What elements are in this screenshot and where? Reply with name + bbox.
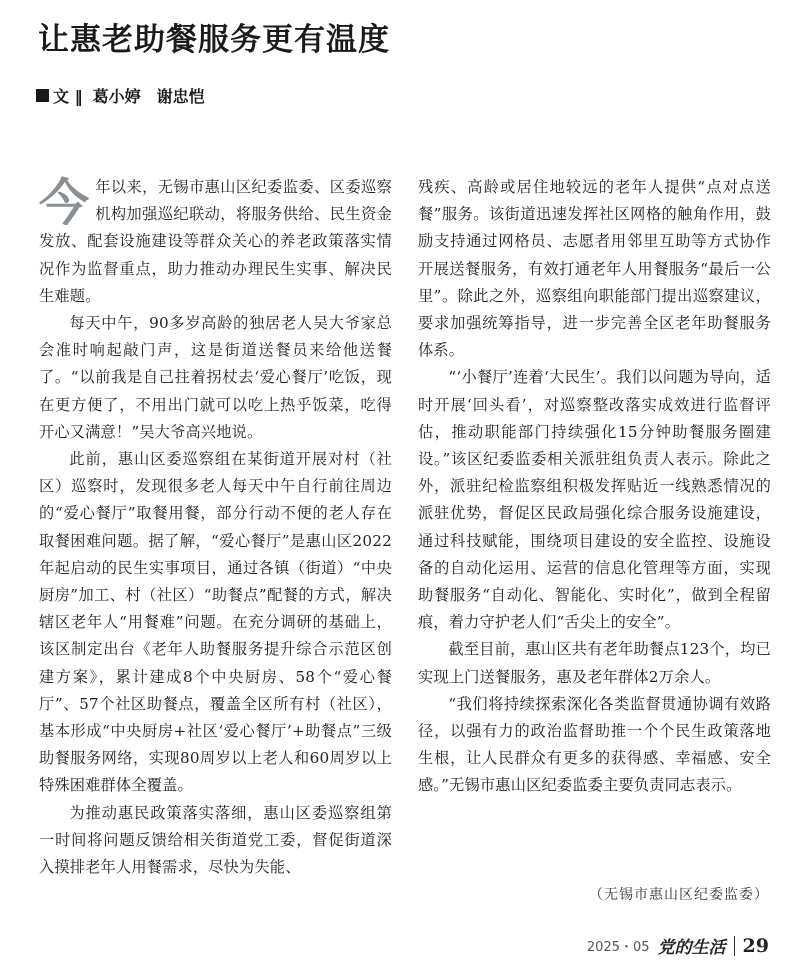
byline [36, 84, 205, 107]
article-source: （无锡市惠山区纪委监委） [589, 887, 769, 903]
paragraph-3: 此前，惠山区委巡察组在某街道开展对村（社区）巡察时，发现很多老人每天中午自行前往周边的“爱心餐厅”取餐用餐，部分行动不便的老人存在取餐困难问题。据了解，“爱心餐厅”是惠山区2022年起启动的民生实事项目，通过各镇（街道）“中央厨房”加工、村（社区）“助餐点”配餐的方式，解决辖区老年人“用餐难”问题。在充分调研的基础上，该区制定出台《老年人助餐服务提升综合示范区创建方案》，累计建成8个中央厨房、58个“爱心餐厅”、57个社区助餐点，覆盖全区所有村（社区），基本形成“中央厨房+社区‘爱心餐厅’+助餐点”三级助餐服务网络，实现80周岁以上老人和60周岁以上特殊困难群体全覆盖。 [39, 450, 392, 795]
footer-divider [734, 936, 735, 956]
square-bullet-icon [36, 89, 49, 102]
page-number: 29 [742, 934, 769, 957]
article-title: 让惠老助餐服务更有温度 [38, 22, 390, 58]
paragraph-8: “我们将持续探索深化各类监督贯通协调有效路径，以强有力的政治监督助推一个个民生政策落地生根，让人民群众有更多的获得感、幸福感、安全感。”无锡市惠山区纪委监委主要负责同志表示。 [418, 694, 771, 795]
paragraph-6: “‘小餐厅’连着‘大民生’。我们以问题为导向，适时开展‘回头看’，对巡察整改落实成效进行监督评估，推动职能部门持续强化15分钟助餐服务圈建设。”该区纪委监委相关派驻组负责人表示。除此之外，派驻纪检监察组积极发挥贴近一线熟悉情况的派驻优势，督促区民政局强化综合服务设施建设，通过科技赋能，围绕项目建设的安全监控、设施设备的自动化运用、运营的信息化管理等方面，实现助餐服务“自动化、智能化、实时化”，做到全程留痕，着力守护老人们“舌尖上的安全”。 [418, 368, 771, 632]
authors: 葛小婷 谢忠恺 [92, 87, 205, 106]
paragraph-1 [39, 174, 392, 310]
issue-number: 2025・05 [586, 940, 650, 955]
paragraph-7: 截至目前，惠山区共有老年助餐点123个，均已实现上门送餐服务，惠及老年群体2万余人。 [418, 640, 771, 686]
drop-cap: 今 [39, 174, 90, 232]
magazine-logo: 党的生活 [657, 938, 726, 958]
left-column [39, 174, 392, 881]
byline-label: 文 ‖ [53, 87, 83, 106]
page-footer [587, 933, 769, 958]
paragraph-4: 为推动惠民政策落实落细，惠山区委巡察组第一时间将问题反馈给相关街道党工委，督促街道深入摸排老年人用餐需求，尽快为失能、 [39, 803, 392, 877]
paragraph-5: 残疾、高龄或居住地较远的老年人提供“点对点送餐”服务。该街道迅速发挥社区网格的触角作用，鼓励支持通过网格员、志愿者用邻里互助等方式协作开展送餐服务，有效打通老年人用餐服务“最后一公里”。除此之外，巡察组向职能部门提出巡察建议，要求加强统筹指导，进一步完善全区老年助餐服务体系。 [418, 178, 771, 360]
paragraph-2: 每天中午，90多岁高龄的独居老人吴大爷家总会准时响起敲门声，这是街道送餐员来给他送餐了。“以前我是自己拄着拐杖去‘爱心餐厅’吃饭，现在更方便了，不用出门就可以吃上热乎饭菜，吃得开心又满意！”吴大爷高兴地说。 [39, 314, 392, 441]
right-column [418, 174, 771, 800]
paragraph-1-text: 年以来，无锡市惠山区纪委监委、区委巡察机构加强巡纪联动，将服务供给、民生资金发放、配套设施建设等群众关心的养老政策落实情况作为监督重点，助力推动办理民生实事、解决民生难题。 [39, 178, 392, 305]
